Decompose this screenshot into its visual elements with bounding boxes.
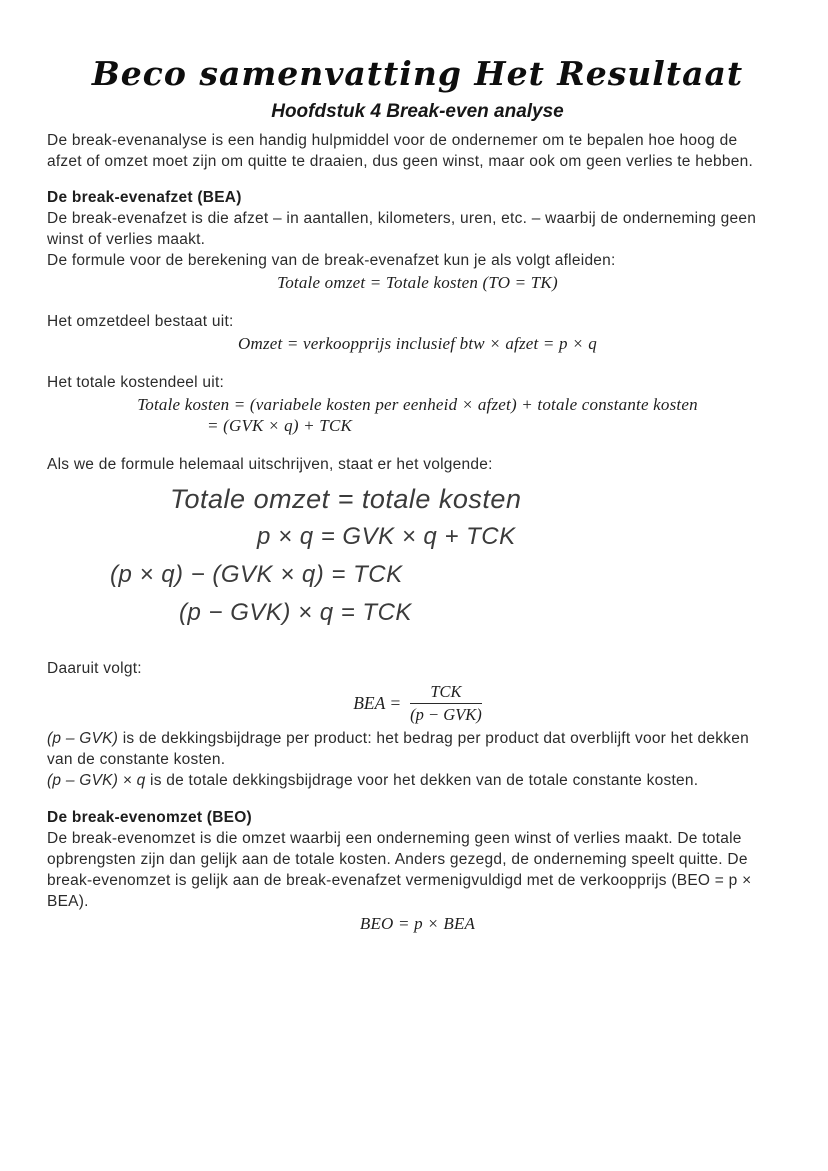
beo-paragraph [47,828,788,912]
dekking-line: van de constante kosten. [47,751,226,768]
derivation-line-3: (p × q) − (GVK × q) = TCK [110,561,403,588]
section-heading-beo: De break-evenomzet (BEO) [47,809,252,826]
chapter-subtitle: Hoofdstuk 4 Break-even analyse [271,101,564,122]
dekking-paragraph [47,728,788,791]
bea-fraction-formula [47,679,788,727]
intro-line: afzet of omzet moet zijn om quitte te draaien, dus geen winst, maar ook om geen verlies te hebben. [47,153,754,170]
result-label: Daaruit volgt: [47,660,142,677]
intro-line: De break-evenanalyse is een handig hulpmiddel voor de ondernemer om te bepalen hoe hoog de [47,132,738,149]
dekking-line [47,770,788,791]
beo-body-line: break-evenomzet is gelijk aan de break-evenafzet vermenigvuldigd met de verkoopprijs (BEO = p × [47,872,752,889]
omzet-label: Het omzetdeel bestaat uit: [47,313,234,330]
formula-omzet: Omzet = verkoopprijs inclusief btw × afzet = p × q [237,334,598,353]
derivation-line-2: p × q = GVK × q + TCK [257,523,516,550]
derivation-line-4: (p − GVK) × q = TCK [179,599,412,626]
bea-body-line: winst of verlies maakt. [47,231,206,248]
formula-kosten-line1: Totale kosten = (variabele kosten per eenheid × afzet) + totale constante kosten [137,395,698,414]
beo-body-line: De break-evenomzet is die omzet waarbij een onderneming geen winst of verlies maakt. De totale [47,830,742,847]
intro-paragraph [47,130,788,172]
dekking-term: (p – GVK) [47,730,119,747]
dekking-line [47,728,788,749]
derivation-block [47,480,788,632]
fraction-stack [410,681,482,726]
beo-body-line: opbrengsten zijn dan gelijk aan de totale kosten. Anders gezegd, de onderneming speelt quitte. De [47,851,748,868]
bea-body-line: De formule voor de berekening van de break-evenafzet kun je als volgt afleiden: [47,252,616,269]
formula-beo: BEO = p × BEA [359,914,476,933]
dekking-text: is de dekkingsbijdrage per product: het bedrag per product dat overblijft voor het dekken [118,730,749,747]
document-title: Beco samenvatting Het Resultaat [91,54,744,93]
section-heading-bea: De break-evenafzet (BEA) [47,189,242,206]
dekking-term: (p – GVK) × q [47,772,146,789]
fraction-denominator: (p − GVK) [410,704,482,724]
formula-kosten-line2: = (GVK × q) + TCK [207,416,353,435]
derivation-line-1: Totale omzet = totale kosten [170,484,522,514]
derive-label: Als we de formule helemaal uitschrijven, staat er het volgende: [47,456,493,473]
bea-paragraph [47,208,788,271]
fraction-numerator: TCK [410,681,482,704]
kosten-label: Het totale kostendeel uit: [47,374,225,391]
beo-body-line: BEA). [47,893,89,910]
formula-totale-omzet-kosten: Totale omzet = Totale kosten (TO = TK) [277,273,558,292]
fraction-lhs: BEA = [353,692,402,713]
dekking-text: is de totale dekkingsbijdrage voor het dekken van de totale constante kosten. [145,772,699,789]
bea-body-line: De break-evenafzet is die afzet – in aantallen, kilometers, uren, etc. – waarbij de onderneming geen [47,210,757,227]
